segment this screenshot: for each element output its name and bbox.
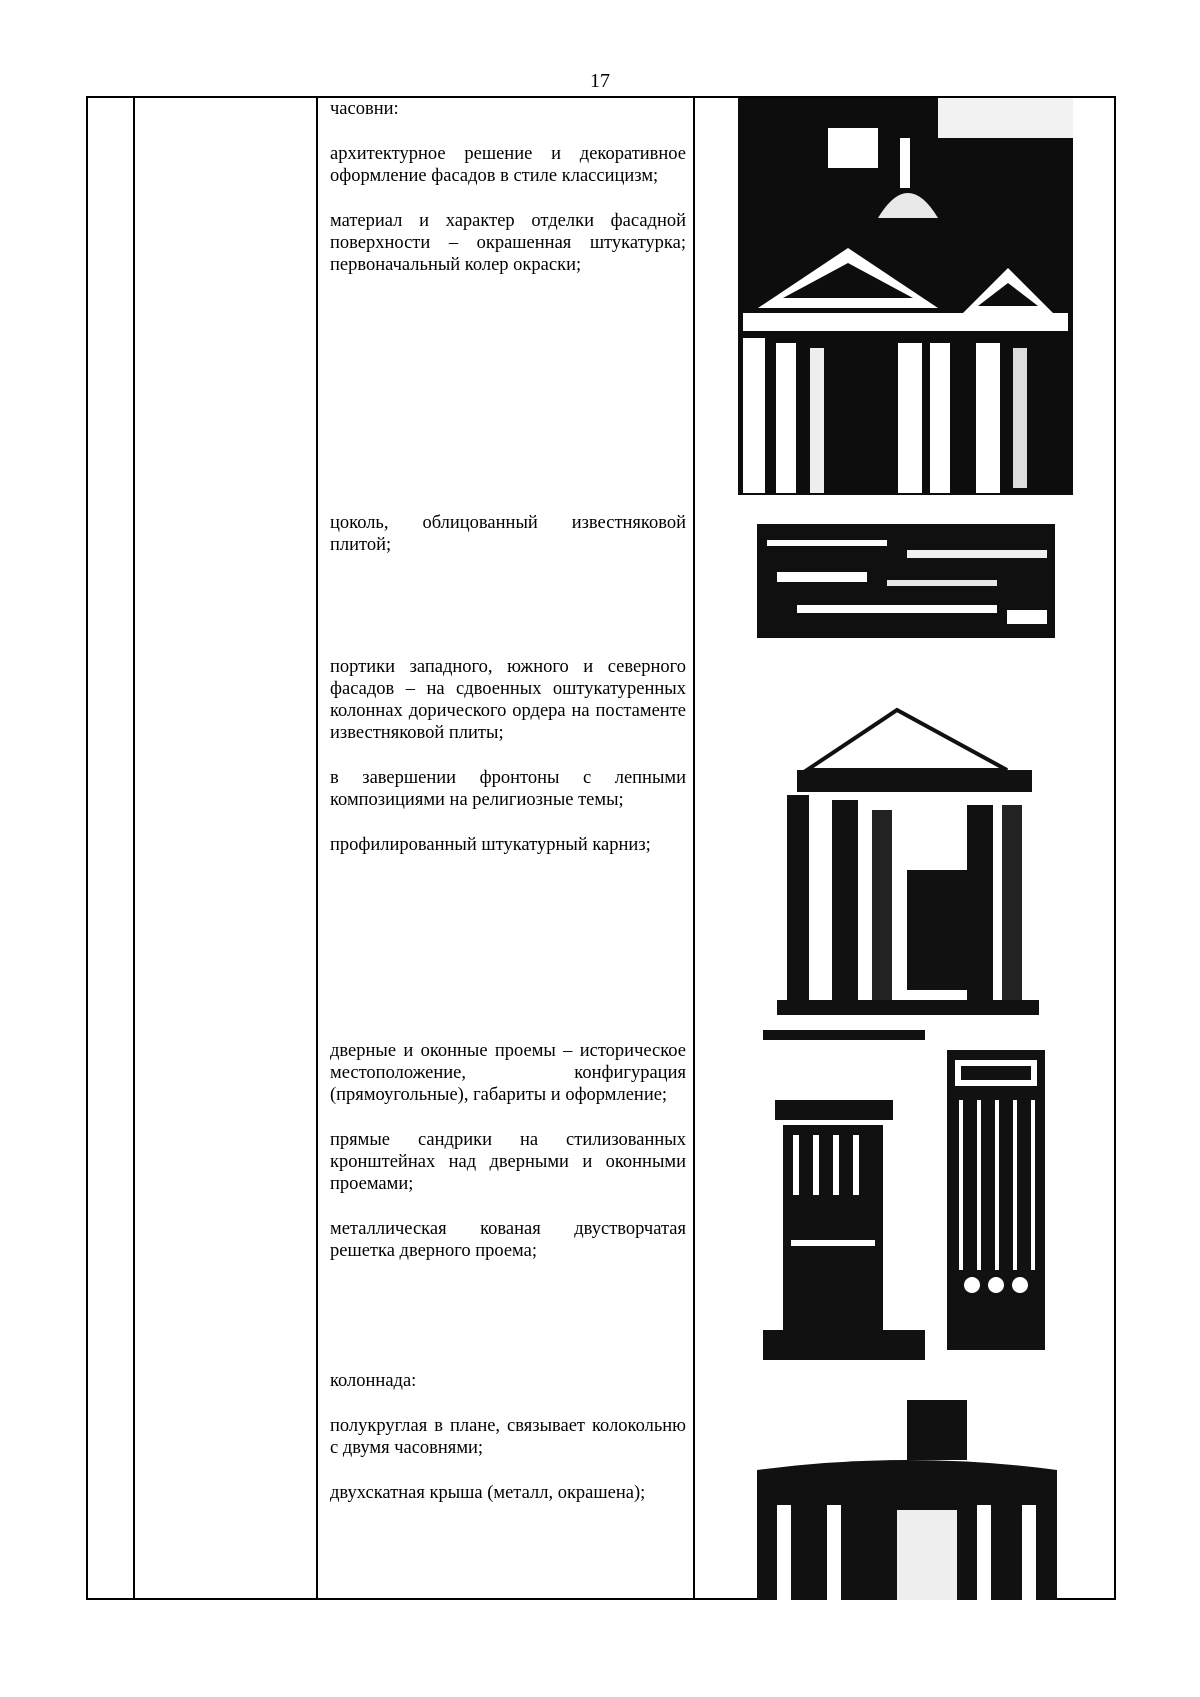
paragraph: колоннада:	[330, 1371, 417, 1391]
chapel-facade-photo	[738, 98, 1073, 495]
paragraph: архитектурное решение и декоративное оформление фасадов в стиле классицизм;	[330, 144, 686, 186]
table-column-divider	[693, 96, 695, 1600]
text-block-plinth	[330, 512, 686, 579]
paragraph: в завершении фронтоны с лепными композициями на религиозные темы;	[330, 768, 686, 810]
text-block-openings	[330, 1040, 686, 1285]
text-block-chapel	[330, 98, 686, 299]
paragraph: портики западного, южного и северного фасадов – на сдвоенных оштукатуренных колоннах дорического ордера на постаменте известняковой плиты;	[330, 657, 686, 743]
paragraph: прямые сандрики на стилизованных кронштейнах над дверными и оконными проемами;	[330, 1130, 686, 1194]
paragraph: материал и характер отделки фасадной поверхности – окрашенная штукатурка; первоначальный колер окраски;	[330, 211, 686, 275]
text-block-porticos	[330, 656, 686, 879]
plinth-photo	[757, 510, 1055, 638]
paragraph: профилированный штукатурный карниз;	[330, 835, 651, 855]
table-column-divider	[316, 96, 318, 1600]
paragraph: цоколь, облицованный известняковой плитой;	[330, 513, 686, 555]
colonnade-photo	[757, 1390, 1057, 1600]
page-number: 17	[590, 70, 610, 92]
paragraph: часовни:	[330, 99, 399, 119]
door-opening-photo	[763, 1030, 925, 1360]
table-column-divider	[133, 96, 135, 1600]
text-block-colonnade	[330, 1370, 686, 1527]
paragraph: дверные и оконные проемы – историческое местоположение, конфигурация (прямоугольные), габариты и оформление;	[330, 1041, 686, 1105]
paragraph: двухскатная крыша (металл, окрашена);	[330, 1483, 646, 1503]
iron-gate-photo	[937, 1030, 1055, 1360]
paragraph: полукруглая в плане, связывает колокольню с двумя часовнями;	[330, 1416, 686, 1458]
paragraph: металлическая кованая двустворчатая решетка дверного проема;	[330, 1219, 686, 1261]
portico-photo	[777, 670, 1039, 1015]
